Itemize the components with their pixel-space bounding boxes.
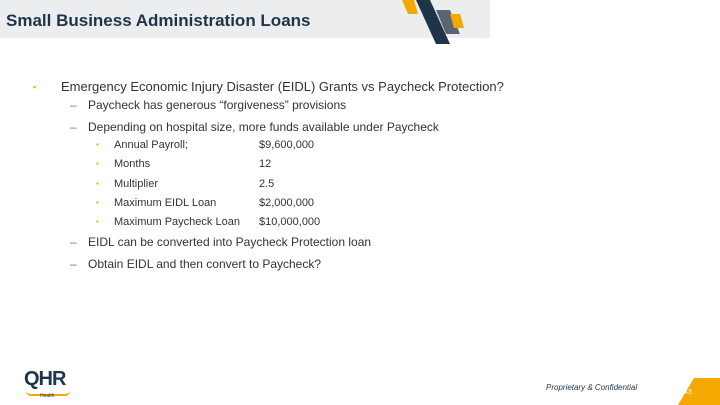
detail-row [96, 158, 271, 170]
logo-subtitle: Health [40, 393, 55, 399]
detail-label: Maximum Paycheck Loan [114, 216, 240, 228]
detail-row [96, 216, 320, 228]
closing-point-text: EIDL can be converted into Paycheck Protection loan [88, 235, 372, 249]
detail-label: Maximum EIDL Loan [114, 197, 217, 209]
corner-chevron-icon [648, 368, 720, 405]
dash-icon: – [70, 120, 77, 134]
detail-row [96, 178, 274, 190]
detail-value: 2.5 [259, 178, 275, 190]
bullet-icon: ▪ [96, 179, 99, 188]
qhr-logo [24, 368, 84, 402]
detail-value: $10,000,000 [259, 216, 321, 228]
detail-label: Months [114, 158, 151, 170]
sub-point [70, 120, 439, 134]
closing-point-text: Obtain EIDL and then convert to Paycheck? [88, 257, 322, 271]
page-number: 43 [684, 389, 692, 396]
closing-point [70, 257, 321, 271]
sub-point-text: Depending on hospital size, more funds available under Paycheck [88, 120, 439, 134]
logo-name: QHR [24, 368, 66, 390]
sub-point [70, 98, 346, 112]
main-bullet-text: Emergency Economic Injury Disaster (EIDL) Grants vs Paycheck Protection? [61, 79, 504, 94]
detail-row [96, 139, 314, 151]
detail-value: 12 [259, 158, 272, 170]
bullet-icon: ▪ [96, 159, 99, 168]
detail-label: Annual Payroll; [114, 139, 188, 151]
closing-point [70, 235, 371, 249]
sub-point-text: Paycheck has generous “forgiveness” provisions [88, 98, 347, 112]
detail-label: Multiplier [114, 178, 159, 190]
bullet-icon: ▪ [96, 140, 99, 149]
bullet-icon: ▪ [96, 198, 99, 207]
dash-icon: – [70, 257, 77, 271]
detail-value: $2,000,000 [259, 197, 315, 209]
main-bullet [30, 79, 504, 94]
bullet-icon: ▪ [33, 82, 37, 92]
dash-icon: – [70, 235, 77, 249]
dash-icon: – [70, 98, 77, 112]
slide-title: Small Business Administration Loans [6, 11, 311, 30]
confidential-label: Proprietary & Confidential [546, 383, 638, 392]
detail-value: $9,600,000 [259, 139, 315, 151]
detail-row [96, 197, 314, 209]
bullet-icon: ▪ [96, 217, 99, 226]
